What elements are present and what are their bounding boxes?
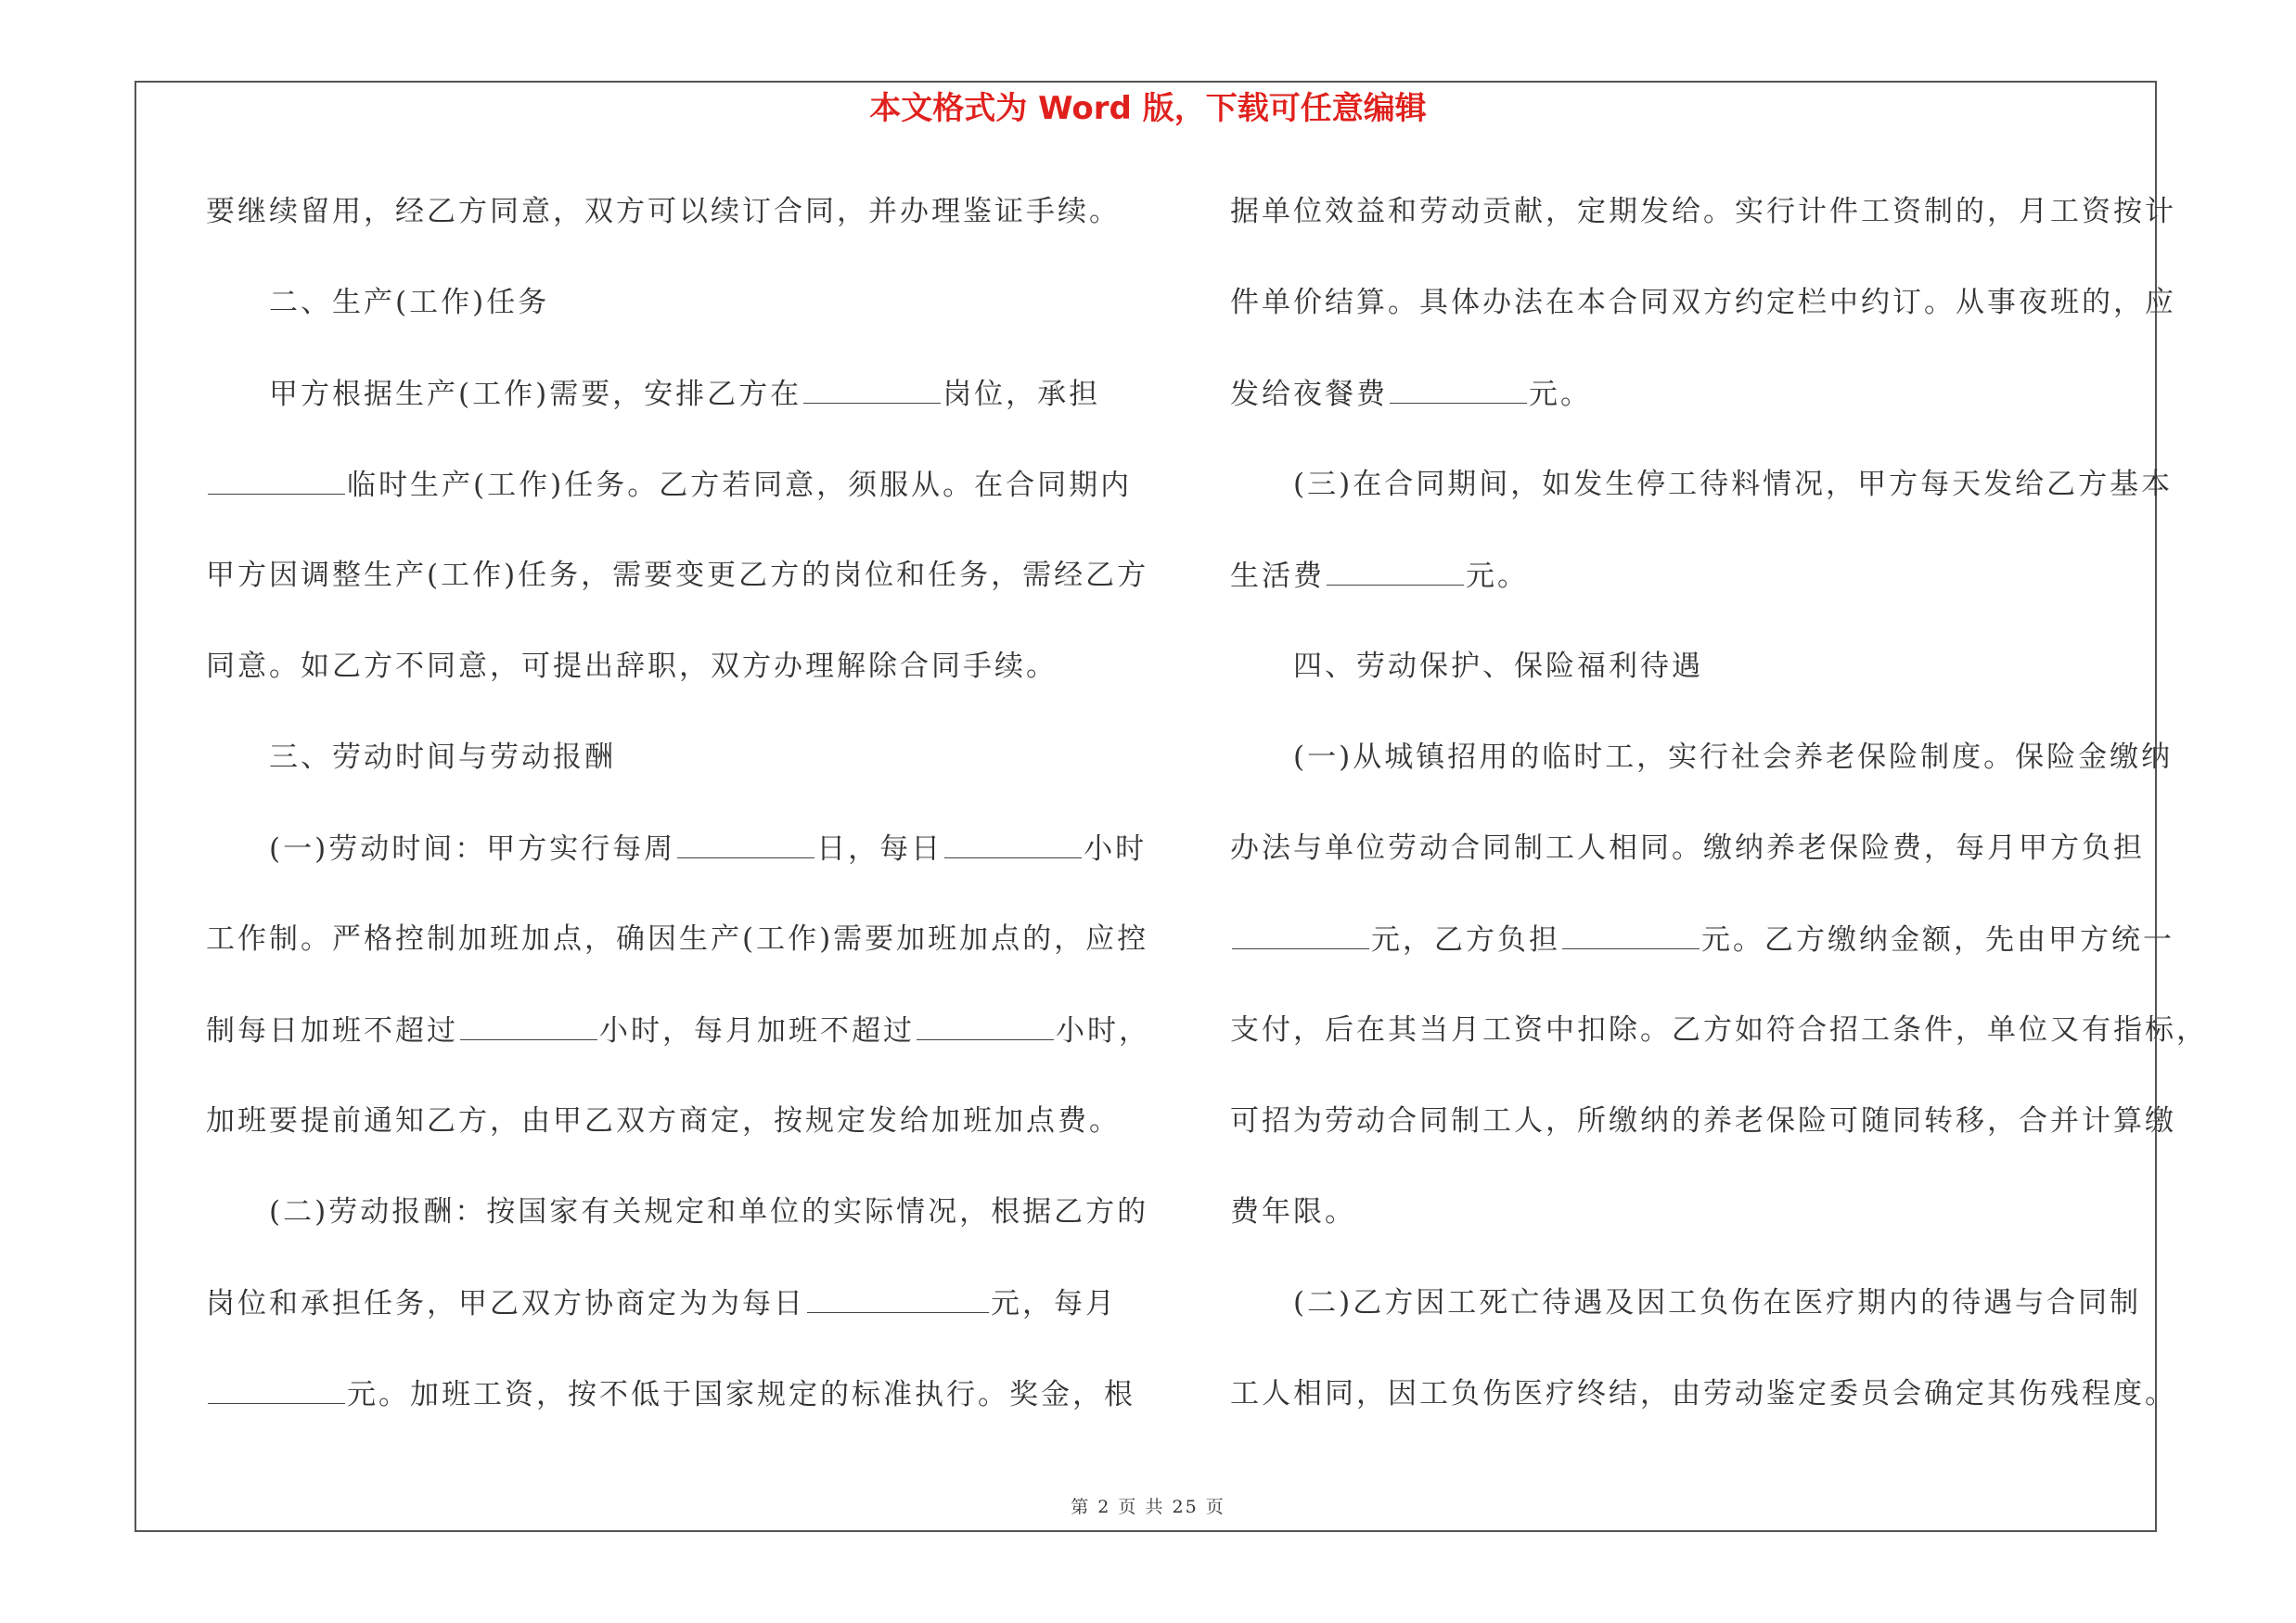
fill-in-blank[interactable] bbox=[677, 820, 815, 858]
paragraph-line: 要继续留用，经乙方同意，双方可以续订合同，并办理鉴证手续。 bbox=[206, 195, 1121, 228]
paragraph-line: 同意。如乙方不同意，可提出辞职，双方办理解除合同手续。 bbox=[206, 650, 1058, 683]
paragraph-line: 办法与单位劳动合同制工人相同。缴纳养老保险费，每月甲方负担 bbox=[1230, 831, 2145, 865]
paragraph-line: 工作制。严格控制加班加点，确因生产(工作)需要加班加点的，应控 bbox=[206, 922, 1149, 956]
fill-in-blank[interactable] bbox=[917, 1002, 1054, 1040]
paragraph-line: 可招为劳动合同制工人，所缴纳的养老保险可随同转移，合并计算缴 bbox=[1230, 1104, 2176, 1138]
fill-in-blank[interactable] bbox=[803, 366, 941, 404]
paragraph-line: 发给夜餐费 元。 bbox=[1230, 366, 2167, 457]
paragraph-line: 元。加班工资，按不低于国家规定的标准执行。奖金，根 bbox=[206, 1366, 1152, 1457]
word-format-banner: 本文格式为 Word 版，下载可任意编辑 bbox=[869, 90, 1427, 127]
fill-in-blank[interactable] bbox=[208, 1366, 345, 1404]
fill-in-blank[interactable] bbox=[208, 457, 345, 495]
fill-in-blank[interactable] bbox=[1390, 366, 1527, 404]
paragraph-line: 元，乙方负担 元。乙方缴纳金额，先由甲方统一 bbox=[1230, 911, 2167, 1002]
paragraph-line: 甲方因调整生产(工作)任务，需要变更乙方的岗位和任务，需经乙方 bbox=[206, 559, 1149, 592]
paragraph-line: 临时生产(工作)任务。乙方若同意，须服从。在合同期内 bbox=[206, 457, 1152, 547]
paragraph-line: 生活费 元。 bbox=[1230, 547, 2167, 638]
left-column bbox=[206, 184, 1152, 1457]
paragraph-line: (二)乙方因工死亡待遇及因工负伤在医疗期内的待遇与合同制 bbox=[1293, 1286, 2142, 1320]
paragraph-line: 件单价结算。具体办法在本合同双方约定栏中约订。从事夜班的，应 bbox=[1230, 286, 2176, 319]
fill-in-blank[interactable] bbox=[460, 1002, 597, 1040]
fill-in-blank[interactable] bbox=[1232, 911, 1369, 949]
section-heading: 四、劳动保护、保险福利待遇 bbox=[1293, 650, 1703, 683]
paragraph-line: 岗位和承担任务，甲乙双方协商定为为每日 元，每月 bbox=[206, 1275, 1152, 1366]
paragraph-line: 加班要提前通知乙方，由甲乙双方商定，按规定发给加班加点费。 bbox=[206, 1104, 1121, 1138]
page-number-footer: 第 2 页 共 25 页 bbox=[1071, 1497, 1225, 1517]
paragraph-line: (一)从城镇招用的临时工，实行社会养老保险制度。保险金缴纳 bbox=[1293, 741, 2174, 774]
paragraph-line: 甲方根据生产(工作)需要，安排乙方在 岗位，承担 bbox=[206, 366, 1152, 457]
right-column bbox=[1230, 184, 2208, 1457]
fill-in-blank[interactable] bbox=[807, 1275, 989, 1313]
paragraph-line: 工人相同，因工负伤医疗终结，由劳动鉴定委员会确定其伤残程度。 bbox=[1230, 1377, 2176, 1410]
fill-in-blank[interactable] bbox=[1562, 911, 1700, 949]
paragraph-line: 费年限。 bbox=[1230, 1195, 1356, 1229]
paragraph-line: 制每日加班不超过 小时，每月加班不超过 小时， bbox=[206, 1002, 1152, 1093]
paragraph-line: 支付，后在其当月工资中扣除。乙方如符合招工条件，单位又有指标， bbox=[1230, 1013, 2208, 1047]
paragraph-line: 据单位效益和劳动贡献，定期发给。实行计件工资制的，月工资按计 bbox=[1230, 195, 2176, 228]
paragraph-line: (三)在合同期间，如发生停工待料情况，甲方每天发给乙方基本 bbox=[1293, 468, 2174, 501]
fill-in-blank[interactable] bbox=[1327, 547, 1464, 586]
section-heading: 二、生产(工作)任务 bbox=[269, 286, 550, 319]
section-heading: 三、劳动时间与劳动报酬 bbox=[269, 741, 616, 774]
paragraph-line: (一)劳动时间：甲方实行每周 日，每日 小时 bbox=[206, 820, 1152, 911]
fill-in-blank[interactable] bbox=[944, 820, 1082, 858]
paragraph-line: (二)劳动报酬：按国家有关规定和单位的实际情况，根据乙方的 bbox=[269, 1195, 1149, 1229]
